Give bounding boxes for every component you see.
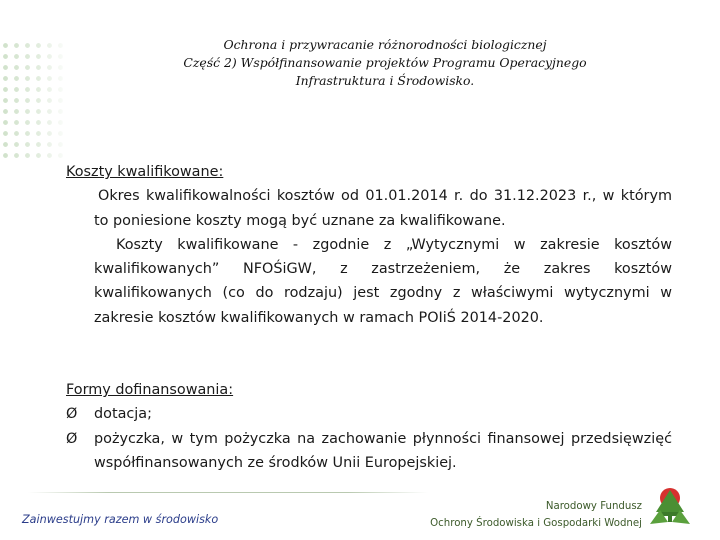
list-item bbox=[66, 402, 672, 426]
footer-divider bbox=[28, 492, 428, 493]
funding-forms-section bbox=[66, 378, 672, 475]
footer-slogan: Zainwestujmy razem w środowisko bbox=[22, 513, 219, 526]
list-item bbox=[66, 427, 672, 476]
header-line-1: Ochrona i przywracanie różnorodności biologicznej bbox=[223, 37, 547, 52]
costs-section bbox=[66, 160, 672, 330]
header-line-2: Część 2) Współfinansowanie projektów Programu Operacyjnego bbox=[183, 55, 587, 70]
arrow-bullet-icon: Ø bbox=[66, 406, 78, 423]
slide-header bbox=[150, 36, 620, 90]
decorative-dot-grid bbox=[0, 40, 70, 160]
list-item-text: dotacja; bbox=[94, 406, 152, 423]
nfosigw-tree-logo-icon bbox=[648, 486, 692, 528]
arrow-bullet-icon: Ø bbox=[66, 430, 78, 447]
costs-paragraph-guidelines: Koszty kwalifikowane - zgodnie z „Wytycznymi w zakresie kosztów kwalifikowanych” NFOŚiGW, z zastrzeżeniem, że zakres kosztów kwalifikowanych (co do rodzaju) jest zgodny z właściwymi wytycznymi w zakresie kosztów kwalifikowanych w ramach POIiŚ 2014-2020. bbox=[94, 236, 672, 326]
list-item-text: pożyczka, w tym pożyczka na zachowanie płynności finansowej przedsięwzięć współfinansowanych ze środków Unii Europejskiej. bbox=[94, 430, 672, 471]
slide-content bbox=[66, 160, 672, 475]
header-line-3: Infrastruktura i Środowisko. bbox=[295, 73, 475, 88]
funding-forms-heading: Formy dofinansowania: bbox=[66, 382, 234, 399]
logo-line-1: Narodowy Fundusz bbox=[545, 501, 642, 512]
costs-paragraph-period: Okres kwalifikowalności kosztów od 01.01.2014 r. do 31.12.2023 r., w którym to poniesione koszty mogą być uznane za kwalifikowane. bbox=[94, 188, 672, 229]
footer-logo-text bbox=[430, 498, 642, 532]
logo-line-2: Ochrony Środowiska i Gospodarki Wodnej bbox=[430, 518, 642, 529]
costs-heading: Koszty kwalifikowane: bbox=[66, 164, 224, 180]
